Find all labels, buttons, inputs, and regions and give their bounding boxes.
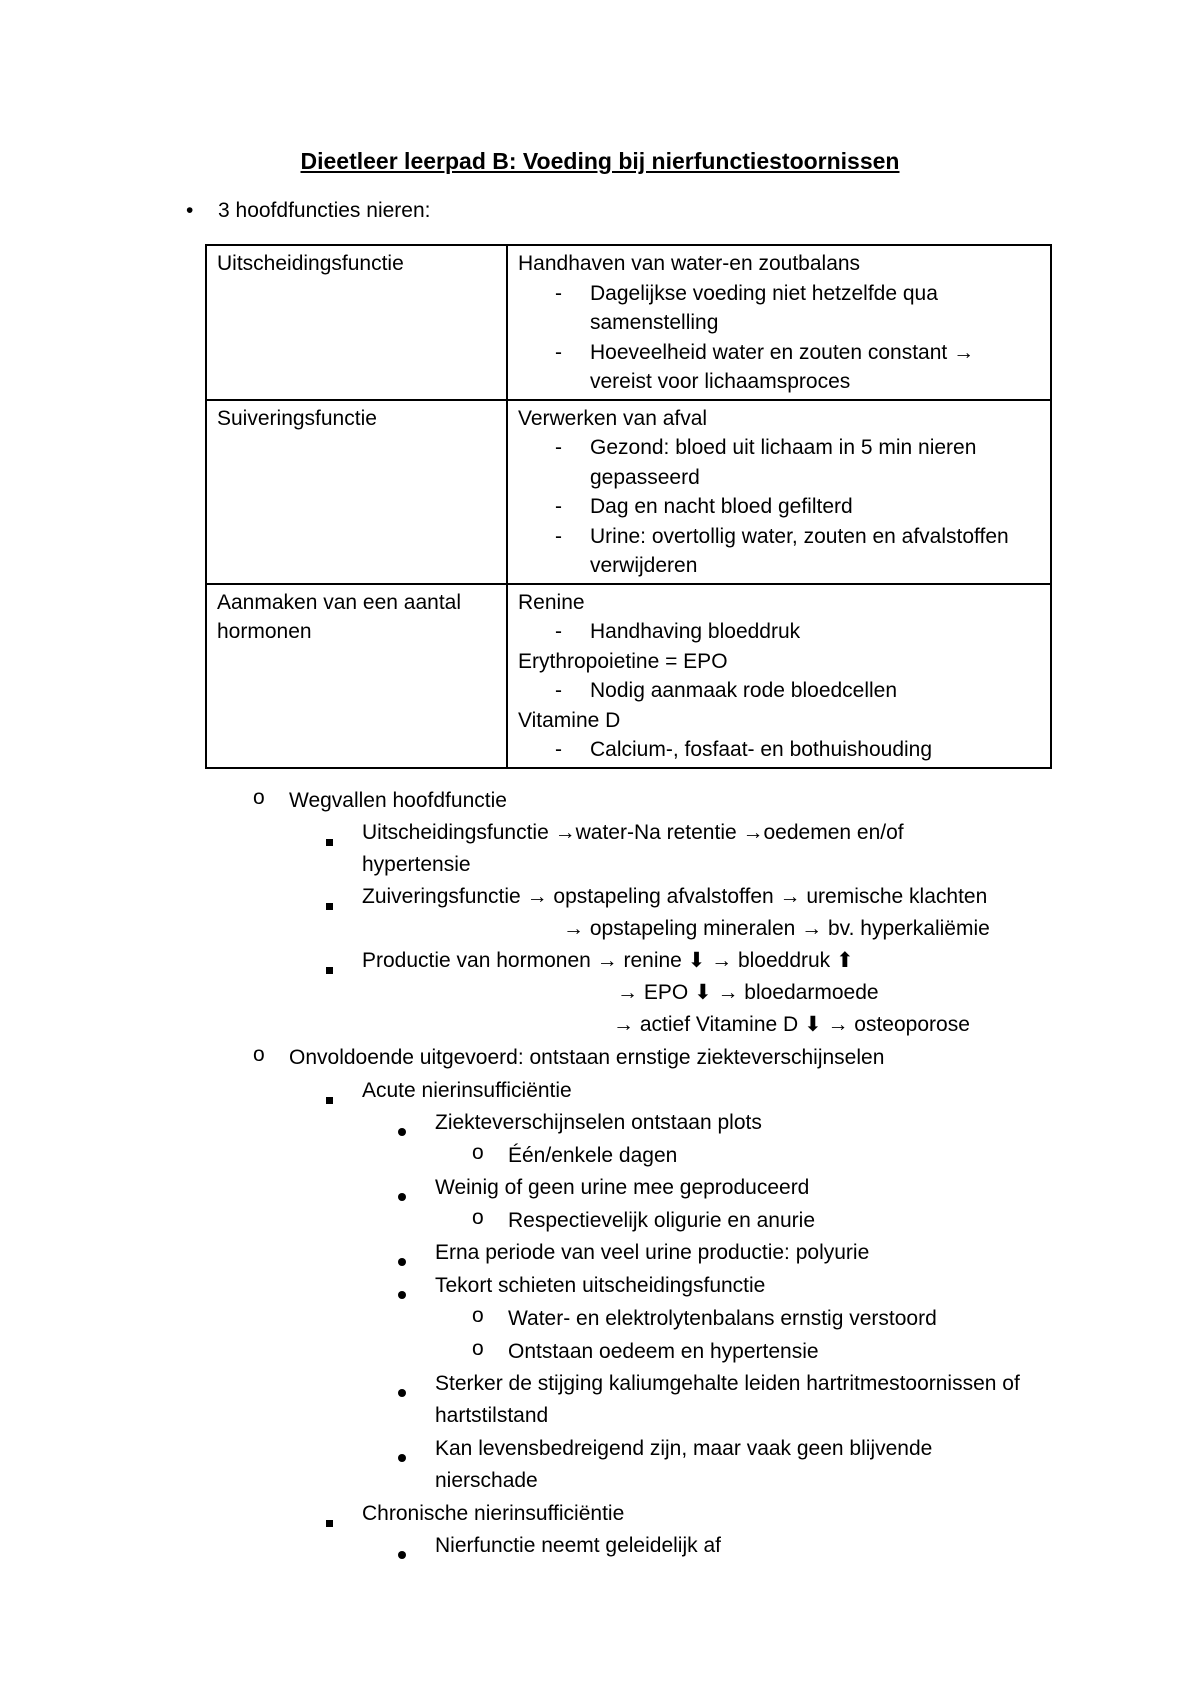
cell-item-text: Gezond: bloed uit lichaam in 5 min nieren gepasseerd bbox=[590, 436, 977, 489]
list-item: Ziekteverschijnselen ontstaan plots bbox=[435, 1111, 762, 1134]
cell-item-text: Urine: overtollig water, zouten en afvalstoffen verwijderen bbox=[590, 524, 1009, 577]
list-item-continuation: → actief Vitamine D ⬇ → osteoporose bbox=[613, 1013, 970, 1036]
square-marker bbox=[326, 956, 333, 980]
list-item: Één/enkele dagen bbox=[508, 1144, 678, 1167]
table-row bbox=[206, 245, 1051, 400]
square-marker bbox=[326, 1086, 333, 1110]
cell-heading: Verwerken van afval bbox=[518, 406, 708, 430]
list-item: Uitscheidingsfunctie →water-Na retentie →oedemen en/of bbox=[362, 821, 904, 844]
cell-item bbox=[518, 492, 1040, 522]
square-marker bbox=[326, 828, 333, 852]
kidney-functions-table bbox=[205, 244, 1052, 769]
dash-marker: - bbox=[555, 738, 562, 761]
cell-item bbox=[518, 676, 1040, 706]
list-item: Ontstaan oedeem en hypertensie bbox=[508, 1340, 819, 1363]
cell-item-text: Hoeveelheid water en zouten constant → vereist voor lichaamsproces bbox=[590, 340, 975, 393]
circle-marker: o bbox=[472, 1141, 484, 1164]
table-cell-description bbox=[507, 400, 1051, 584]
list-item-continuation: nierschade bbox=[435, 1469, 538, 1492]
cell-item-text: Dag en nacht bloed gefilterd bbox=[590, 495, 853, 518]
cell-item bbox=[518, 279, 1040, 338]
cell-item-text: Calcium-, fosfaat- en bothuishouding bbox=[590, 738, 933, 761]
list-item: Tekort schieten uitscheidingsfunctie bbox=[435, 1274, 766, 1297]
cell-item bbox=[518, 735, 1040, 765]
list-item: Zuiveringsfunctie → opstapeling afvalstoffen → uremische klachten bbox=[362, 885, 988, 908]
cell-item-text: Nodig aanmaak rode bloedcellen bbox=[590, 679, 898, 702]
list-item-continuation: hypertensie bbox=[362, 853, 471, 876]
list-item: Weinig of geen urine mee geproduceerd bbox=[435, 1176, 810, 1199]
table-cell-description bbox=[507, 245, 1051, 400]
bullet-marker bbox=[398, 1444, 406, 1468]
list-item: Onvoldoende uitgevoerd: ontstaan ernstige ziekteverschijnselen bbox=[289, 1046, 885, 1069]
list-item: Wegvallen hoofdfunctie bbox=[289, 789, 507, 812]
bullet-marker bbox=[398, 1118, 406, 1142]
list-item-continuation: → EPO ⬇ → bloedarmoede bbox=[617, 981, 879, 1004]
table-row bbox=[206, 584, 1051, 768]
list-item: Chronische nierinsufficiëntie bbox=[362, 1502, 625, 1525]
table-cell-function: Uitscheidingsfunctie bbox=[206, 245, 507, 400]
table-cell-description bbox=[507, 584, 1051, 768]
dash-marker: - bbox=[555, 620, 562, 643]
list-item: Nierfunctie neemt geleidelijk af bbox=[435, 1534, 721, 1557]
list-item: Acute nierinsufficiëntie bbox=[362, 1079, 572, 1102]
list-item-continuation: hartstilstand bbox=[435, 1404, 549, 1427]
list-item: Erna periode van veel urine productie: polyurie bbox=[435, 1241, 870, 1264]
bullet-marker bbox=[398, 1281, 406, 1305]
lead-text: 3 hoofdfuncties nieren: bbox=[218, 199, 431, 222]
dash-marker: - bbox=[555, 495, 562, 518]
bullet-marker bbox=[398, 1183, 406, 1207]
list-item: Water- en elektrolytenbalans ernstig verstoord bbox=[508, 1307, 937, 1330]
cell-heading: Renine bbox=[518, 590, 585, 614]
circle-marker: o bbox=[253, 1043, 265, 1066]
square-marker bbox=[326, 1509, 333, 1533]
cell-item bbox=[518, 617, 1040, 647]
cell-item-text: Dagelijkse voeding niet hetzelfde qua samenstelling bbox=[590, 281, 938, 334]
dash-marker: - bbox=[555, 679, 562, 702]
table-cell-function: Suiveringsfunctie bbox=[206, 400, 507, 584]
dash-marker: - bbox=[555, 436, 562, 459]
bullet-marker bbox=[398, 1541, 406, 1565]
cell-item bbox=[518, 433, 1040, 492]
circle-marker: o bbox=[472, 1337, 484, 1360]
square-marker bbox=[326, 892, 333, 916]
circle-marker: o bbox=[253, 786, 265, 809]
bullet-marker bbox=[398, 1379, 406, 1403]
list-item: Sterker de stijging kaliumgehalte leiden hartritmestoornissen of bbox=[435, 1372, 1020, 1395]
bullet-marker: • bbox=[186, 199, 194, 222]
dash-marker: - bbox=[555, 524, 562, 548]
list-item-continuation: → opstapeling mineralen → bv. hyperkaliëmie bbox=[563, 917, 990, 940]
table-row bbox=[206, 400, 1051, 584]
list-item: Productie van hormonen → renine ⬇ → bloeddruk ⬆ bbox=[362, 949, 854, 972]
table-cell-function: Aanmaken van een aantal hormonen bbox=[206, 584, 507, 768]
cell-item bbox=[518, 338, 1040, 397]
dash-marker: - bbox=[555, 281, 562, 305]
list-item: Kan levensbedreigend zijn, maar vaak geen blijvende bbox=[435, 1437, 933, 1460]
cell-item-text: Handhaving bloeddruk bbox=[590, 620, 801, 643]
cell-item bbox=[518, 522, 1040, 581]
circle-marker: o bbox=[472, 1304, 484, 1327]
cell-heading: Handhaven van water-en zoutbalans bbox=[518, 252, 861, 275]
document-title: Dieetleer leerpad B: Voeding bij nierfunctiestoornissen bbox=[300, 148, 900, 174]
dash-marker: - bbox=[555, 340, 562, 364]
cell-heading: Vitamine D bbox=[518, 708, 621, 732]
list-item: Respectievelijk oligurie en anurie bbox=[508, 1209, 816, 1232]
cell-heading: Erythropoietine = EPO bbox=[518, 649, 728, 673]
circle-marker: o bbox=[472, 1206, 484, 1229]
bullet-marker bbox=[398, 1248, 406, 1272]
